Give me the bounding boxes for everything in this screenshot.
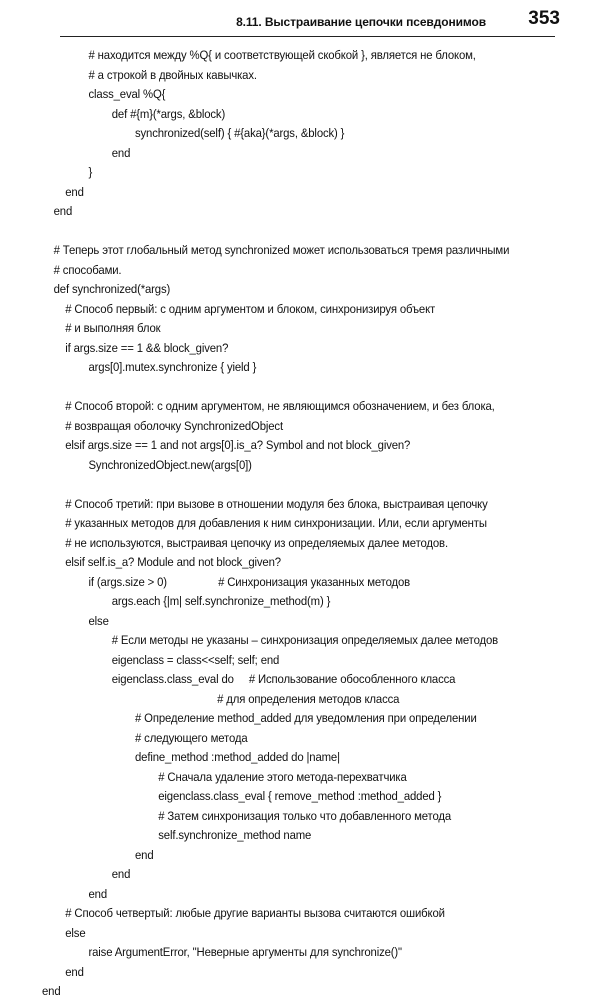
code-line: define_method :method_added do |name| (135, 750, 340, 764)
code-line: # возвращая оболочку SynchronizedObject (65, 418, 283, 433)
code-line: end (135, 847, 154, 862)
code-line: eigenclass.class_eval { remove_method :method_added } (158, 789, 442, 803)
code-line: raise ArgumentError, "Неверные аргументы для synchronize()" (88, 945, 402, 959)
code-line: elsif args.size == 1 and not args[0].is_a? Symbol and not block_given? (65, 438, 411, 452)
code-line: args[0].mutex.synchronize { yield } (88, 360, 257, 374)
code-line: args.each {|m| self.synchronize_method(m) } (111, 594, 331, 608)
running-head (60, 8, 560, 34)
code-line: def synchronized(*args) (53, 282, 171, 296)
code-line: end (42, 984, 61, 998)
code-line: if args.size == 1 && block_given? (65, 340, 229, 355)
code-line: # способами. (53, 262, 122, 277)
code-line: end (111, 867, 131, 881)
code-line: end (65, 964, 84, 979)
code-line: self.synchronize_method name (158, 828, 312, 842)
code-line: # Определение method_added для уведомления при определении (135, 711, 477, 725)
code-line: # и выполняя блок (65, 321, 161, 335)
code-line: end (65, 184, 84, 199)
page-number: 353 (528, 8, 560, 29)
code-line: # Сначала удаление этого метода-перехватчика (158, 769, 407, 784)
code-line: eigenclass = class<<self; self; end (111, 652, 280, 667)
code-line: # а строкой в двойных кавычках. (88, 67, 257, 82)
code-line: # Если методы не указаны – синхронизация определяемых далее методов (111, 633, 499, 647)
code-line: if (args.size > 0) # Синхронизация указанных методов (88, 574, 411, 589)
code-line: eigenclass.class_eval do # Использование обособленного класса (111, 672, 456, 686)
code-line: # следующего метода (135, 730, 248, 745)
code-line: end (111, 145, 131, 160)
code-line: synchronized(self) { #{aka}(*args, &block) } (135, 126, 345, 140)
code-line: # Способ четвертый: любые другие варианты вызова считаются ошибкой (65, 906, 445, 920)
code-line: def #{m}(*args, &block) (111, 106, 226, 121)
code-line: elsif self.is_a? Module and not block_given? (65, 555, 281, 569)
code-line: # для определения методов класса (111, 691, 400, 706)
code-line (42, 475, 526, 495)
code-line: end (53, 204, 73, 218)
code-listing (42, 46, 562, 1002)
header-rule (60, 36, 555, 37)
code-line: # Теперь этот глобальный метод synchronized может использоваться тремя различными (53, 243, 510, 257)
code-line: # Затем синхронизация только что добавленного метода (158, 808, 452, 823)
code-line: # указанных методов для добавления к ним синхронизации. Или, если аргументы (65, 516, 487, 530)
code-line: SynchronizedObject.new(args[0]) (88, 457, 252, 472)
code-line: # Способ первый: с одним аргументом и блоком, синхронизируя объект (65, 301, 436, 316)
code-line (42, 222, 526, 242)
code-line: end (88, 886, 107, 901)
code-line: } (88, 165, 93, 179)
code-line: # находится между %Q{ и соответствующей скобкой }, является не блоком, (88, 48, 476, 62)
code-line: # Способ третий: при вызове в отношении модуля без блока, выстраивая цепочку (65, 496, 488, 511)
section-title: 8.11. Выстраивание цепочки псевдонимов (236, 15, 486, 29)
code-line: else (65, 925, 86, 940)
code-line: # Способ второй: с одним аргументом, не являющимся обозначением, и без блока, (65, 399, 495, 413)
code-line (42, 378, 526, 398)
code-line: # не используются, выстраивая цепочку из определяемых далее методов. (65, 535, 448, 550)
code-line: else (88, 613, 109, 628)
code-line: class_eval %Q{ (88, 87, 166, 101)
